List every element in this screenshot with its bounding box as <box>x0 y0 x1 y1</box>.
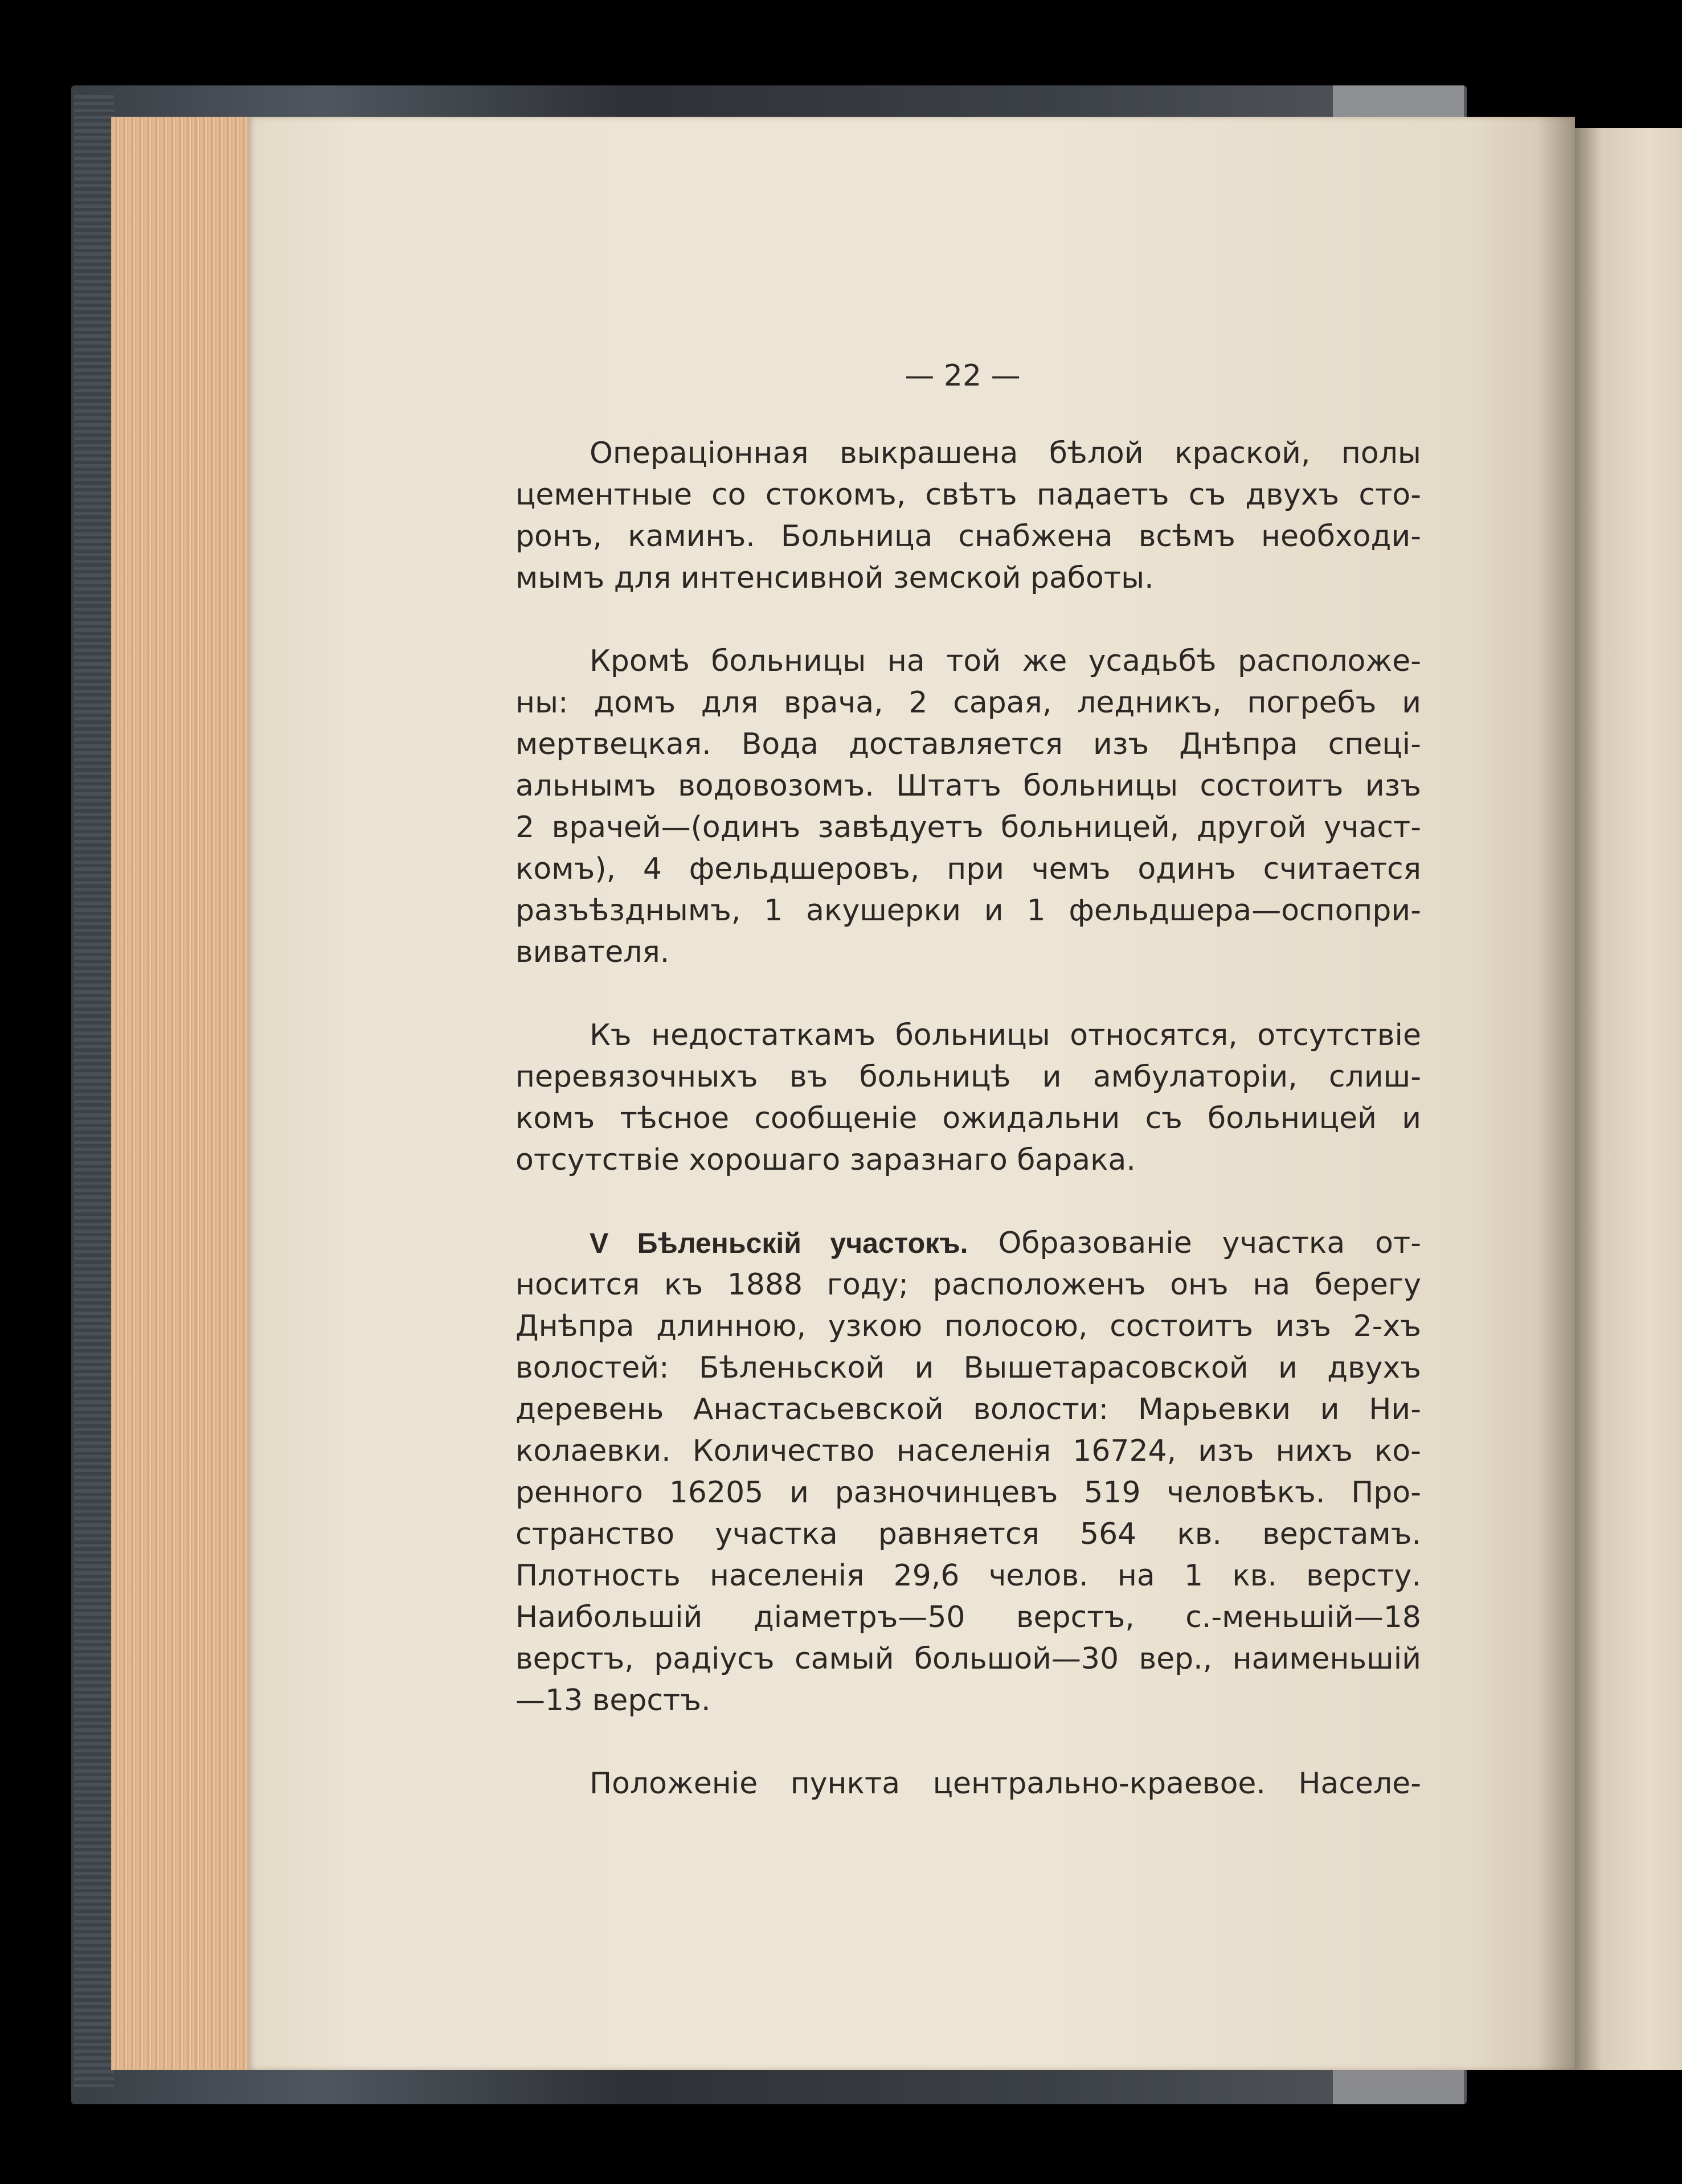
text-fragment: Образованіе участка от- <box>998 1226 1421 1260</box>
text-line: волостей: Бѣленьской и Вышетарасовской и двухъ <box>515 1351 1421 1385</box>
paragraph-belenskiy-district <box>515 1223 1421 1722</box>
text-line: вивателя. <box>515 935 670 969</box>
text-line: цементные со стокомъ, свѣтъ падаетъ съ двухъ сто- <box>515 478 1421 512</box>
paragraph-operating-room <box>515 433 1421 599</box>
text-line: Операціонная выкрашена бѣлой краской, полы <box>590 436 1421 470</box>
text-line: Наибольшій діаметръ—50 верстъ, с.-меньшій—18 <box>515 1600 1421 1634</box>
paragraph-shortcomings <box>515 1015 1421 1181</box>
text-line: верстъ, радіусъ самый большой—30 вер., наименьшій <box>515 1642 1421 1676</box>
text-line: носится къ 1888 году; расположенъ онъ на берегу <box>515 1268 1421 1302</box>
text-line: Положеніе пункта центрально-краевое. Населе- <box>590 1767 1421 1801</box>
text-line: альнымъ водовозомъ. Штатъ больницы состоитъ изъ <box>515 769 1421 803</box>
section-heading: V Бѣленьскій участокъ. <box>590 1227 968 1259</box>
text-line: странство участка равняется 564 кв. верстамъ. <box>515 1517 1421 1551</box>
text-line: комъ), 4 фельдшеровъ, при чемъ одинъ считается <box>515 852 1421 886</box>
text-line: Днѣпра длинною, узкою полосою, состоитъ изъ 2-хъ <box>515 1309 1421 1343</box>
page-edges <box>111 117 248 2070</box>
page-gutter <box>1538 117 1575 2070</box>
book-spine-edge <box>74 94 114 2087</box>
text-line: Кромѣ больницы на той же усадьбѣ расположе- <box>590 644 1421 678</box>
text-line: Плотность населенія 29,6 челов. на 1 кв. версту. <box>515 1559 1421 1593</box>
paragraph-estate-buildings <box>515 641 1421 973</box>
text-line: мымъ для интенсивной земской работы. <box>515 561 1154 595</box>
page-number: — 22 — <box>905 359 1021 393</box>
text-line: мертвецкая. Вода доставляется изъ Днѣпра спеці- <box>515 727 1421 761</box>
text-line: ренного 16205 и разночинцевъ 519 человѣкъ. Про- <box>515 1476 1421 1510</box>
text-line: деревень Анастасьевской волости: Марьевки и Ни- <box>515 1392 1421 1427</box>
adjacent-page <box>1575 128 1682 2070</box>
text-line: Къ недостаткамъ больницы относятся, отсутствіе <box>590 1018 1421 1052</box>
text-line: колаевки. Количество населенія 16724, изъ нихъ ко- <box>515 1434 1421 1468</box>
text-line: 2 врачей—(одинъ завѣдуетъ больницей, другой участ- <box>515 810 1421 845</box>
paragraph-location <box>515 1763 1421 1805</box>
text-line: разъѣзднымъ, 1 акушерки и 1 фельдшера—оспопри- <box>515 894 1421 928</box>
page-text <box>515 433 1421 1805</box>
text-line: ны: домъ для врача, 2 сарая, ледникъ, погребъ и <box>515 686 1421 720</box>
text-line: отсутствіе хорошаго заразнаго барака. <box>515 1143 1136 1177</box>
text-line: ронъ, каминъ. Больница снабжена всѣмъ необходи- <box>515 519 1421 554</box>
text-line: —13 верстъ. <box>515 1683 711 1718</box>
text-line <box>515 1223 1421 1264</box>
text-line: перевязочныхъ въ больницѣ и амбулаторіи, слиш- <box>515 1060 1421 1094</box>
text-line: комъ тѣсное сообщеніе ожидальни съ больницей и <box>515 1101 1421 1136</box>
